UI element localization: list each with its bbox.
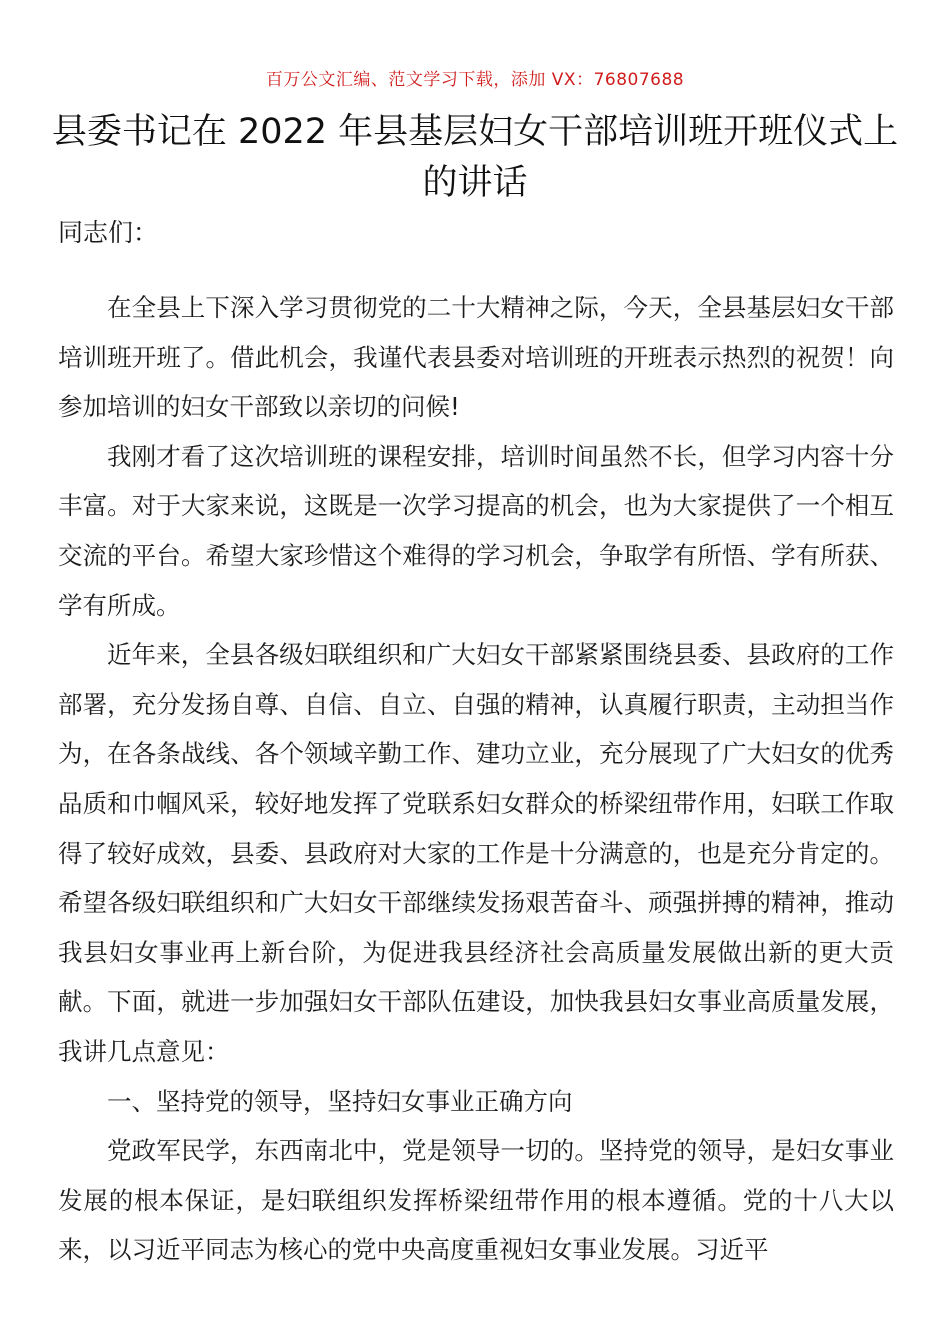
paragraph-3: 近年来，全县各级妇联组织和广大妇女干部紧紧围绕县委、县政府的工作部署，充分发扬自尊、自信、自立、自强的精神，认真履行职责，主动担当作为，在各条战线、各个领域辛勤工作、建功立业，充分展现了广大妇女的优秀品质和巾帼风采，较好地发挥了党联系妇女群众的桥梁纽带作用，妇联工作取得了较好成效，县委、县政府对大家的工作是十分满意的，也是充分肯定的。希望各级妇联组织和广大妇女干部继续发扬艰苦奋斗、顽强拼搏的精神，推动我县妇女事业再上新台阶，为促进我县经济社会高质量发展做出新的更大贡献。下面，就进一步加强妇女干部队伍建设，加快我县妇女事业高质量发展，我讲几点意见：	[58, 640, 894, 1066]
paragraph-1: 在全县上下深入学习贯彻党的二十大精神之际，今天，全县基层妇女干部培训班开班了。借此机会，我谨代表县委对培训班的开班表示热烈的祝贺！向参加培训的妇女干部致以亲切的问候!	[58, 293, 894, 422]
salutation: 同志们：	[58, 218, 159, 247]
paragraph-4: 党政军民学，东西南北中，党是领导一切的。坚持党的领导，是妇女事业发展的根本保证，是妇联组织发挥桥梁纽带作用的根本遵循。党的十八大以来，以习近平同志为核心的党中央高度重视妇女事业发展。习近平	[58, 1136, 894, 1265]
document-title: 县委书记在 2022 年县基层妇女干部培训班开班仪式上的讲话	[51, 112, 899, 203]
section-heading: 一、坚持党的领导，坚持妇女事业正确方向	[107, 1086, 573, 1116]
header-note: 百万公文汇编、范文学习下载，添加 VX：76807688	[265, 70, 685, 90]
document-body	[58, 283, 894, 1275]
paragraph-2: 我刚才看了这次培训班的课程安排，培训时间虽然不长，但学习内容十分丰富。对于大家来说，这既是一次学习提高的机会，也为大家提供了一个相互交流的平台。希望大家珍惜这个难得的学习机会，争取学有所悟、学有所获、学有所成。	[58, 441, 894, 620]
